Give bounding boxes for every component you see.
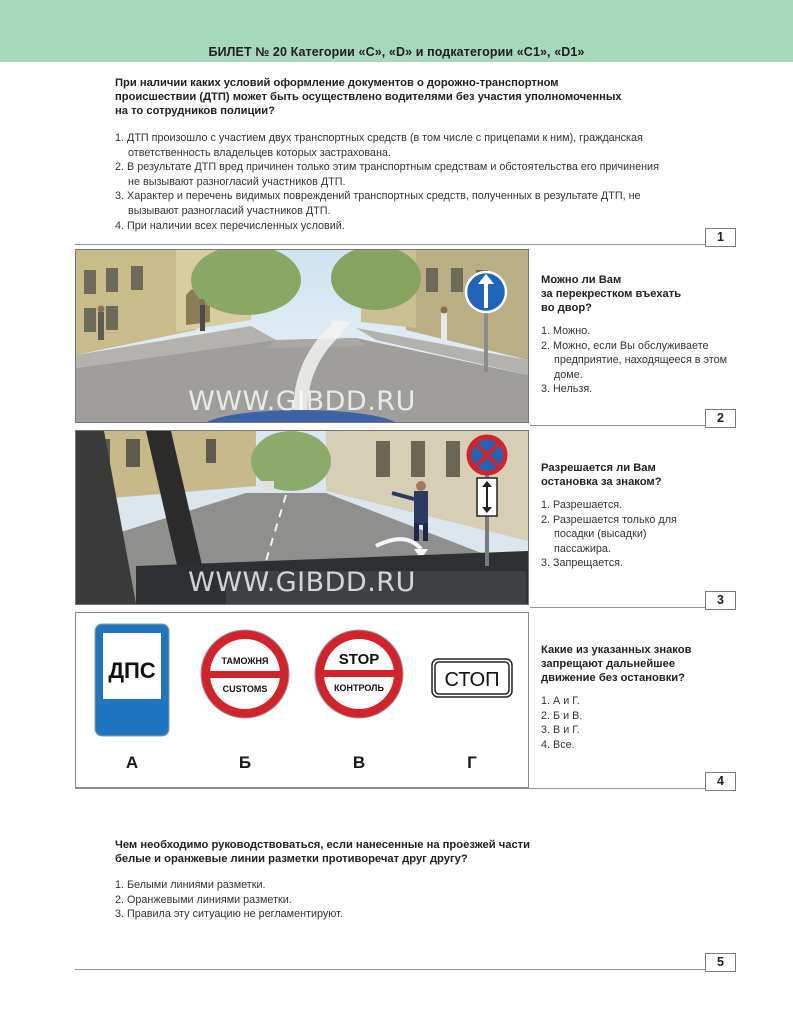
question-number-badge: 3 xyxy=(705,591,736,610)
sign-customs xyxy=(199,628,291,720)
question-2-answers xyxy=(541,324,731,397)
answer-option[interactable]: 4. При наличии всех перечисленных условий. xyxy=(115,219,345,232)
question-2-title-line: во двор? xyxy=(541,302,593,315)
answer-option[interactable]: 4. Все. xyxy=(541,738,575,751)
question-4-signs-panel xyxy=(75,612,529,788)
question-3-photo xyxy=(75,430,529,605)
question-2-photo xyxy=(75,249,529,423)
question-5-title xyxy=(115,838,715,866)
question-4-title-line: движение без остановки? xyxy=(541,672,686,685)
question-number-badge: 1 xyxy=(705,228,736,247)
question-2-title xyxy=(541,273,741,316)
question-4-title xyxy=(541,643,741,686)
question-number-badge: 5 xyxy=(705,953,736,972)
sign-customs-text-top: ТАМОЖНЯ xyxy=(221,656,269,666)
question-divider xyxy=(75,244,705,245)
answer-option[interactable]: 2. Б и В. xyxy=(541,709,583,722)
sign-stop-control xyxy=(313,628,405,720)
answer-option[interactable]: 3. Запрещается. xyxy=(541,557,623,570)
answer-option[interactable]: 3. В и Г. xyxy=(541,724,580,737)
sign-letter-b: Б xyxy=(238,753,252,772)
sign-dps-text: ДПС xyxy=(108,658,156,683)
sign-letter-v: В xyxy=(352,753,366,772)
question-3-title xyxy=(541,461,741,489)
question-1-title-line: При наличии каких условий оформление документов о дорожно-транспортном xyxy=(115,77,559,89)
question-4-title-line: Какие из указанных знаков xyxy=(541,644,692,656)
sign-stop-plate-text: СТОП xyxy=(444,669,500,691)
sign-stop-text-top: STOP xyxy=(338,651,380,668)
question-1-answers xyxy=(115,131,660,233)
answer-option[interactable]: 3. Правила эту ситуацию не регламентируют. xyxy=(115,908,343,921)
ticket-title: БИЛЕТ № 20 Категории «C», «D» и подкатегории «C1», «D1» xyxy=(208,45,585,59)
question-divider xyxy=(530,425,705,426)
answer-option[interactable]: 2. Разрешается только для посадки (высадки) пассажира. xyxy=(541,513,677,555)
question-number-badge: 4 xyxy=(705,772,736,791)
question-4-answers xyxy=(541,694,706,752)
question-3-answers xyxy=(541,498,706,571)
question-2-title-line: за перекрестком въехать xyxy=(541,288,682,301)
sign-dps xyxy=(94,623,170,737)
watermark-text: WWW.GIBDD.RU xyxy=(188,567,416,598)
sign-customs-text-bottom: CUSTOMS xyxy=(222,684,268,694)
question-1-title-line: происшествии (ДТП) может быть осуществлено водителями без участия уполномоченных xyxy=(115,91,622,104)
question-divider xyxy=(530,607,705,608)
question-5-title-line: Чем необходимо руководствоваться, если нанесенные на проезжей части xyxy=(115,839,531,851)
answer-option[interactable]: 3. Нельзя. xyxy=(541,383,593,396)
question-1-title-line: на то сотрудников полиции? xyxy=(115,105,276,118)
question-3-title-line: Разрешается ли Вам xyxy=(541,462,656,474)
answer-option[interactable]: 2. Оранжевыми линиями разметки. xyxy=(115,893,292,906)
question-5-title-line: белые и оранжевые линии разметки противоречат друг другу? xyxy=(115,853,468,866)
question-1-title xyxy=(115,76,715,119)
watermark-text: WWW.GIBDD.RU xyxy=(188,386,416,417)
sign-letter-g: Г xyxy=(467,753,477,772)
answer-option[interactable]: 2. В результате ДТП вред причинен только этим транспортным средствам и обстоятельства его причинения не вызывают разногласий участников ДТП. xyxy=(115,161,659,188)
question-3-title-line: остановка за знаком? xyxy=(541,476,662,489)
sign-letter-a: А xyxy=(125,753,139,772)
answer-option[interactable]: 2. Можно, если Вы обслуживаете предприятие, находящееся в этом доме. xyxy=(541,339,728,381)
answer-option[interactable]: 1. А и Г. xyxy=(541,695,580,707)
answer-option[interactable]: 3. Характер и перечень видимых повреждений транспортных средств, полученных в результате ДТП, не вызывают разногласий участников ДТП. xyxy=(115,190,641,217)
question-number-badge: 2 xyxy=(705,409,736,428)
sign-stop-text-bottom: КОНТРОЛЬ xyxy=(334,683,384,693)
answer-option[interactable]: 1. Белыми линиями разметки. xyxy=(115,879,266,891)
answer-option[interactable]: 1. Разрешается. xyxy=(541,499,623,511)
answer-option[interactable]: 1. Можно. xyxy=(541,325,591,337)
answer-option[interactable]: 1. ДТП произошло с участием двух транспортных средств (в том числе с прицепами к ним), гражданская ответственность владельцев которых застрахована. xyxy=(115,132,643,159)
question-5-answers xyxy=(115,878,660,922)
question-divider xyxy=(75,788,705,789)
sign-stop-plate xyxy=(431,658,513,700)
question-2-title-line: Можно ли Вам xyxy=(541,274,622,286)
question-4-title-line: запрещают дальнейшее xyxy=(541,658,676,671)
question-divider xyxy=(75,969,705,970)
